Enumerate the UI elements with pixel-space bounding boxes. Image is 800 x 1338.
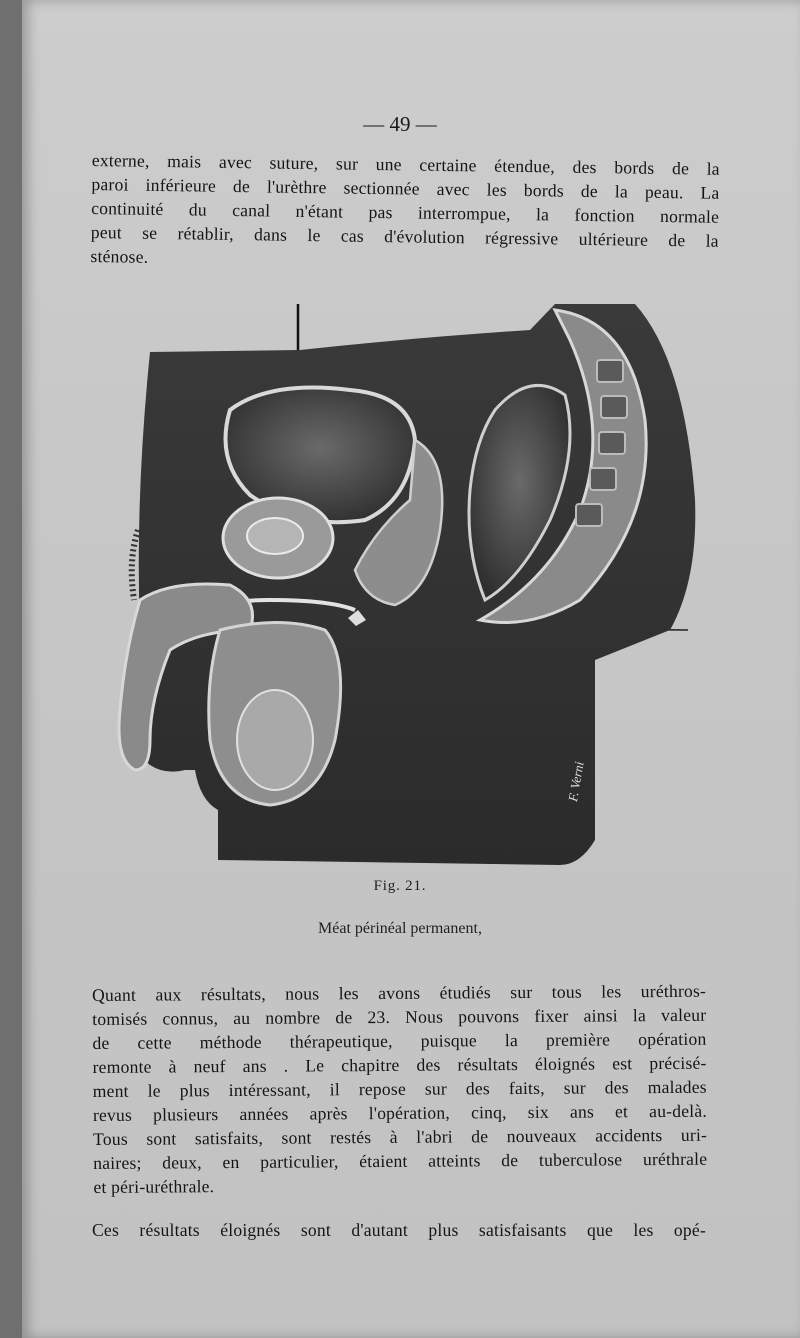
text-line: continuité du canal n'étant pas interrompue, la fonction normale (91, 197, 720, 227)
text-line: naires; deux, en particulier, étaient atteints de tuberculose uréthrale (93, 1148, 708, 1173)
paragraph-top (90, 148, 720, 277)
text-line: Ces résultats éloignés sont d'autant plus satisfaisants que les opé- (92, 1220, 706, 1240)
text-line: de cette méthode thérapeutique, puisque la première opération (92, 1028, 707, 1053)
text-line: externe, mais avec suture, sur une certaine étendue, des bords de la (91, 149, 720, 179)
text-line: ment le plus intéressant, il repose sur des faits, sur des malades (92, 1076, 707, 1101)
text-line: Quant aux résultats, nous les avons étudiés sur tous les uréthros- (92, 980, 707, 1005)
text-line: Tous sont satisfaits, sont restés à l'abri de nouveaux accidents uri- (93, 1124, 708, 1149)
text-line: remonte à neuf ans . Le chapitre des résultats éloignés est précisé- (92, 1052, 707, 1077)
paragraph-results (92, 979, 707, 1199)
paragraph-last (92, 1218, 706, 1242)
text-line: peut se rétablir, dans le cas d'évolution régressive ultérieure de la (90, 221, 719, 251)
figure-caption: Méat périnéal permanent, (318, 920, 482, 937)
text-line: revus plusieurs années après l'opération, cinq, six ans et au-delà. (92, 1100, 707, 1125)
text-line: tomisés connus, au nombre de 23. Nous pouvons fixer ainsi la valeur (92, 1004, 707, 1029)
artist-signature: F. Verni (565, 760, 587, 803)
text-line: et péri-uréthrale. (93, 1176, 215, 1197)
anatomical-illustration (110, 300, 702, 875)
anatomy-drawing (110, 300, 702, 875)
figure-label: Fig. 21. (373, 878, 427, 894)
page-number: — 49 — (363, 112, 437, 136)
text-line: paroi inférieure de l'urèthre sectionnée avec les bords de la peau. La (91, 173, 720, 203)
text-line: sténose. (90, 245, 149, 267)
